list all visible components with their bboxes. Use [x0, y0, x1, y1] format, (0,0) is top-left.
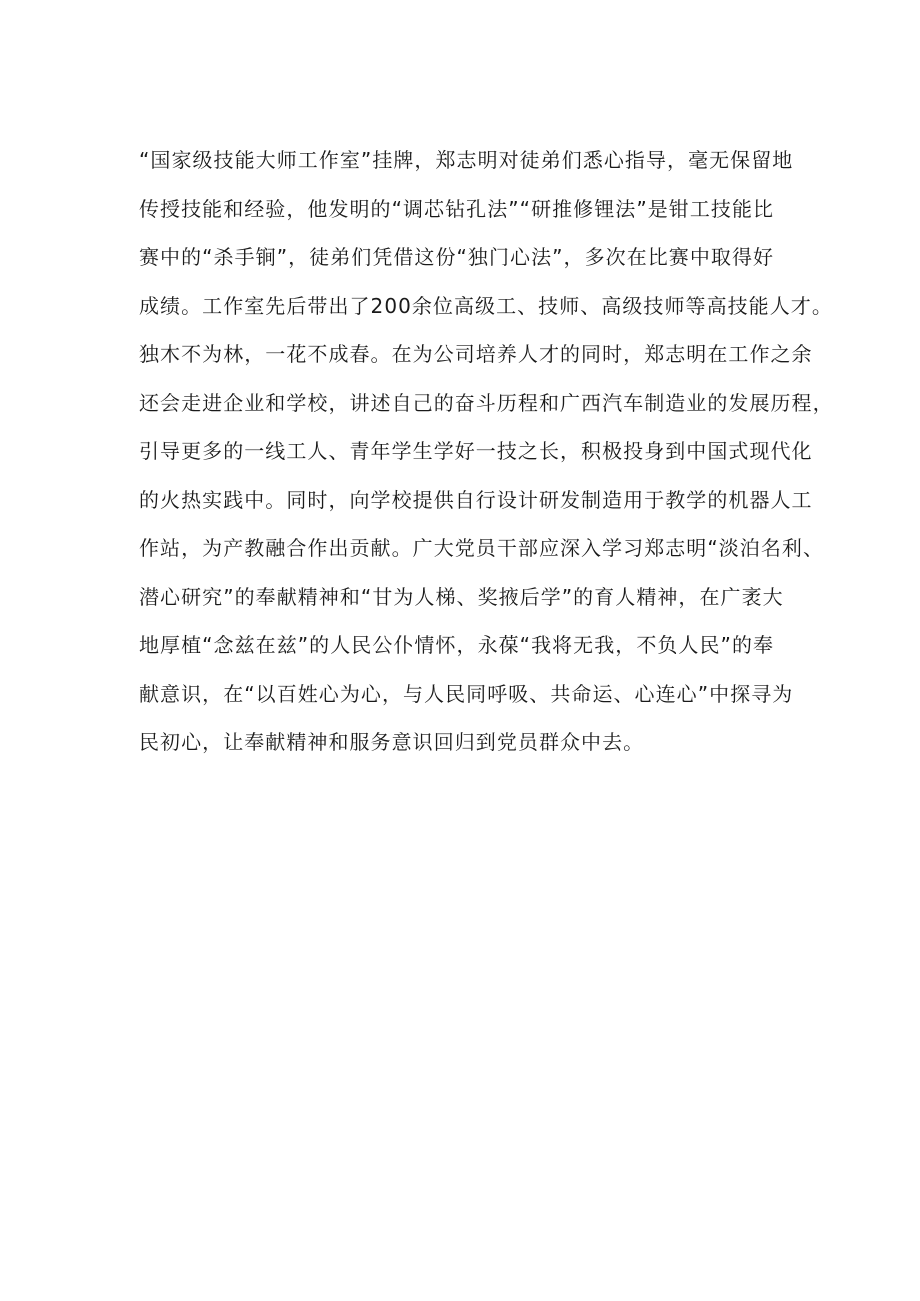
text-line: 潜心研究”的奉献精神和“甘为人梯、奖掖后学”的育人精神，在广袤大 [139, 584, 784, 609]
text-line: 引导更多的一线工人、青年学生学好一技之长，积极投身到中国式现代化 [139, 439, 813, 463]
text-line: 作站，为产教融合作出贡献。广大党员干部应深入学习郑志明“淡泊名利、 [139, 536, 825, 560]
text-line: 民初心，让奉献精神和服务意识回归到党员群众中去。 [139, 730, 645, 754]
text-line: 成绩。工作室先后带出了200余位高级工、技师、高级技师等高技能人才。 [139, 293, 833, 318]
text-line: 地厚植“念兹在兹”的人民公仆情怀，永葆“我将无我，不负人民”的奉 [139, 633, 775, 657]
text-line: 赛中的“杀手锏”，徒弟们凭借这份“独门心法”，多次在比赛中取得好 [139, 245, 775, 269]
text-line: 的火热实践中。同时，向学校提供自行设计研发制造用于教学的机器人工 [139, 487, 813, 512]
text-line: “国家级技能大师工作室”挂牌，郑志明对徒弟们悉心指导，毫无保留地 [139, 148, 794, 172]
body-paragraph [139, 136, 834, 767]
text-line: 还会走进企业和学校，讲述自己的奋斗历程和广西汽车制造业的发展历程， [139, 390, 834, 415]
text-line: 传授技能和经验，他发明的“调芯钻孔法”“研推修锂法”是钳工技能比 [139, 196, 775, 221]
text-line: 独木不为林，一花不成春。在为公司培养人才的同时，郑志明在工作之余 [139, 342, 813, 366]
text-line: 献意识，在“以百姓心为心，与人民同呼吸、共命运、心连心”中探寻为 [139, 681, 794, 706]
